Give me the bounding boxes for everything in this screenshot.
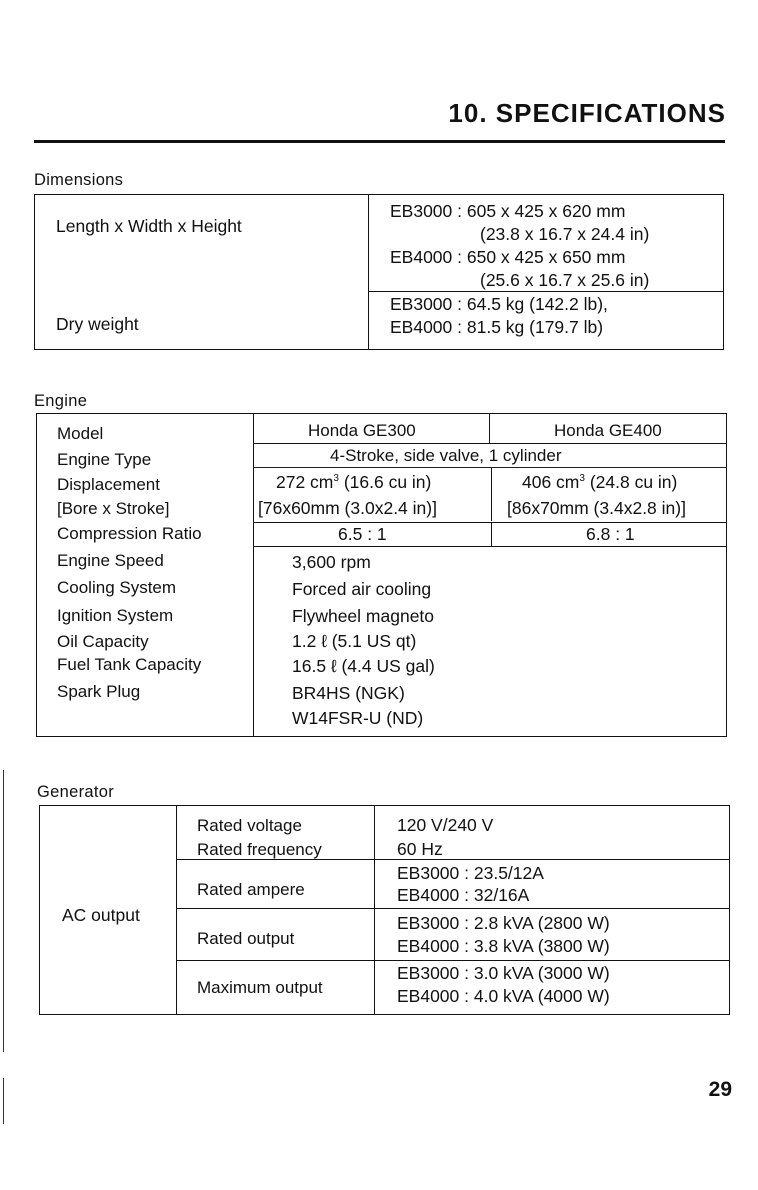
spark-value-2: W14FSR-U (ND) <box>292 708 424 728</box>
ge300-disp-value: 272 cm <box>276 472 334 492</box>
margin-line-upper <box>3 770 4 1052</box>
row-engine-speed: Engine Speed <box>57 551 164 570</box>
generator-table <box>39 805 730 1015</box>
rated-ampere-label: Rated ampere <box>197 880 305 899</box>
ge400-disp-rest: (24.8 cu in) <box>584 472 678 492</box>
max-output-eb4000: EB4000 : 4.0 kVA (4000 W) <box>397 986 610 1006</box>
rated-ampere-eb3000: EB3000 : 23.5/12A <box>397 863 544 883</box>
engine-row-line-4 <box>253 546 727 547</box>
title-rule <box>34 140 725 143</box>
engine-type-value: 4-Stroke, side valve, 1 cylinder <box>330 446 562 465</box>
ignition-value: Flywheel magneto <box>292 606 435 626</box>
rated-output-label: Rated output <box>197 929 295 948</box>
ge400-model: Honda GE400 <box>554 421 662 440</box>
row-oil: Oil Capacity <box>57 632 149 651</box>
generator-row-line-3 <box>176 960 730 961</box>
dimensions-divider <box>368 194 369 350</box>
ge300-compression: 6.5 : 1 <box>338 524 387 544</box>
ge300-disp-rest: (16.6 cu in) <box>338 472 432 492</box>
oil-value: 1.2 ℓ (5.1 US qt) <box>292 631 417 651</box>
row-model: Model <box>57 424 104 443</box>
row-spark: Spark Plug <box>57 682 141 701</box>
fuel-value: 16.5 ℓ (4.4 US gal) <box>292 656 435 676</box>
eb4000-size-in: (25.6 x 16.7 x 25.6 in) <box>480 270 650 290</box>
rated-voltage-label: Rated voltage <box>197 816 302 835</box>
page-number: 29 <box>708 1078 732 1101</box>
engine-label: Engine <box>34 392 88 410</box>
dry-weight-label: Dry weight <box>56 314 139 334</box>
row-compression: Compression Ratio <box>57 524 202 543</box>
engine-row-line-3 <box>253 522 727 523</box>
eb3000-size: EB3000 : 605 x 425 x 620 mm <box>390 201 626 221</box>
ge400-disp-sup: 3 <box>579 473 585 485</box>
rated-ampere-eb4000: EB4000 : 32/16A <box>397 885 530 905</box>
engine-comp-divider <box>491 523 492 546</box>
engine-row-line-1 <box>253 443 727 444</box>
margin-line-lower <box>3 1078 4 1124</box>
max-output-eb3000: EB3000 : 3.0 kVA (3000 W) <box>397 963 610 983</box>
spark-value-1: BR4HS (NGK) <box>292 683 405 703</box>
eb4000-weight: EB4000 : 81.5 kg (179.7 lb) <box>390 317 604 337</box>
row-cooling: Cooling System <box>57 578 177 597</box>
ge400-displacement <box>522 472 677 493</box>
generator-col-divider-1 <box>176 805 177 1015</box>
rated-voltage-value: 120 V/240 V <box>397 815 494 835</box>
engine-model-divider <box>489 413 490 443</box>
row-ignition: Ignition System <box>57 606 174 625</box>
row-fuel: Fuel Tank Capacity <box>57 655 202 674</box>
eb3000-size-in: (23.8 x 16.7 x 24.4 in) <box>480 224 650 244</box>
rated-frequency-value: 60 Hz <box>397 839 443 859</box>
engine-row-line-2 <box>253 467 727 468</box>
eb3000-weight: EB3000 : 64.5 kg (142.2 lb), <box>390 294 608 314</box>
ac-output-label: AC output <box>62 905 140 925</box>
length-label: Length x Width x Height <box>56 216 242 236</box>
rated-output-eb3000: EB3000 : 2.8 kVA (2800 W) <box>397 913 610 933</box>
generator-col-divider-2 <box>374 805 375 1015</box>
cooling-value: Forced air cooling <box>292 579 432 599</box>
ge400-compression: 6.8 : 1 <box>586 524 635 544</box>
page-title: 10. SPECIFICATIONS <box>448 98 726 128</box>
row-bore-stroke: [Bore x Stroke] <box>57 499 170 518</box>
ge400-disp-value: 406 cm <box>522 472 580 492</box>
dimensions-row-divider <box>368 291 724 292</box>
ge300-bore: [76x60mm (3.0x2.4 in)] <box>258 498 437 518</box>
ge300-model: Honda GE300 <box>308 421 416 440</box>
row-displacement: Displacement <box>57 475 160 494</box>
rated-frequency-label: Rated frequency <box>197 840 322 859</box>
max-output-label: Maximum output <box>197 978 323 997</box>
generator-label: Generator <box>37 783 114 801</box>
engine-col-divider <box>253 413 254 737</box>
engine-disp-divider <box>491 468 492 521</box>
generator-row-line-2 <box>176 908 730 909</box>
engine-speed-value: 3,600 rpm <box>292 552 371 572</box>
rated-output-eb4000: EB4000 : 3.8 kVA (3800 W) <box>397 936 610 956</box>
dimensions-label: Dimensions <box>34 171 124 189</box>
eb4000-size: EB4000 : 650 x 425 x 650 mm <box>390 247 626 267</box>
ge300-disp-sup: 3 <box>333 473 339 485</box>
row-engine-type: Engine Type <box>57 450 152 469</box>
ge300-displacement <box>276 472 431 493</box>
ge400-bore: [86x70mm (3.4x2.8 in)] <box>507 498 686 518</box>
